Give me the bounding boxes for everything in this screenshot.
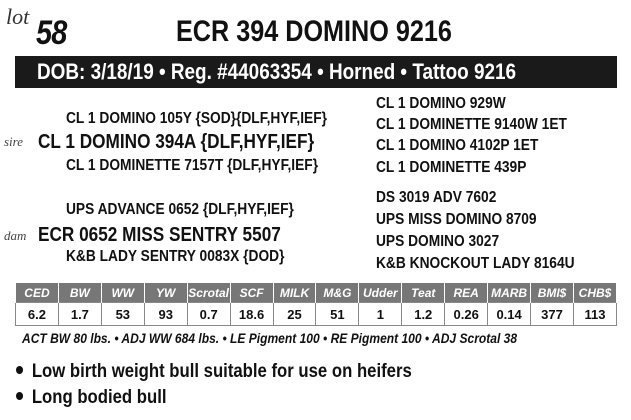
- epd-header-yw: YW: [144, 283, 187, 303]
- epd-header-bw: BW: [58, 283, 101, 303]
- pedigree-sire-sire: CL 1 DOMINO 105Y {SOD}{DLF,HYF,IEF}: [66, 110, 327, 127]
- epd-header-bmi: BMI$: [531, 283, 574, 303]
- epd-value-mg: 51: [316, 303, 359, 326]
- epd-header-ced: CED: [16, 283, 59, 303]
- pedigree-sire-dam: CL 1 DOMINETTE 7157T {DLF,HYF,IEF}: [66, 157, 319, 174]
- pedigree-right-5: DS 3019 ADV 7602: [376, 189, 497, 206]
- epd-value-bmi: 377: [531, 303, 574, 326]
- note-text: Long bodied bull: [31, 387, 167, 408]
- pedigree-dam-dam: K&B LADY SENTRY 0083X {DOD}: [66, 248, 285, 265]
- info-bar-text: DOB: 3/18/19 • Reg. #44063354 • Horned • Tattoo 9216: [37, 59, 517, 84]
- pedigree-right-3: CL 1 DOMINO 4102P 1ET: [376, 137, 539, 154]
- epd-header-row: [16, 283, 617, 303]
- epd-header-udder: Udder: [359, 283, 402, 303]
- pedigree-right-6: UPS MISS DOMINO 8709: [376, 211, 537, 228]
- epd-header-ww: WW: [101, 283, 144, 303]
- epd-value-bw: 1.7: [58, 303, 101, 326]
- epd-header-scrotal: Scrotal: [187, 283, 230, 303]
- epd-value-teat: 1.2: [402, 303, 445, 326]
- epd-value-udder: 1: [359, 303, 402, 326]
- epd-value-milk: 25: [273, 303, 316, 326]
- epd-table: [15, 283, 617, 326]
- animal-name: ECR 394 DOMINO 9216: [176, 15, 452, 48]
- epd-value-marb: 0.14: [488, 303, 531, 326]
- epd-header-scf: SCF: [230, 283, 273, 303]
- pedigree-right-2: CL 1 DOMINETTE 9140W 1ET: [376, 116, 567, 133]
- epd-header-rea: REA: [445, 283, 488, 303]
- lot-label: lot: [6, 4, 30, 29]
- pedigree-dam-sire: UPS ADVANCE 0652 {DLF,HYF,IEF}: [66, 201, 294, 218]
- epd-value-row: [16, 303, 617, 326]
- epd-value-chb: 113: [573, 303, 616, 326]
- epd-value-ww: 53: [101, 303, 144, 326]
- epd-header-milk: MILK: [273, 283, 316, 303]
- bullet-icon: [16, 366, 23, 374]
- pedigree-right-4: CL 1 DOMINETTE 439P: [376, 159, 527, 176]
- epd-value-rea: 0.26: [445, 303, 488, 326]
- pedigree-right-1: CL 1 DOMINO 929W: [376, 95, 506, 112]
- bullet-icon: [16, 392, 23, 400]
- epd-value-yw: 93: [144, 303, 187, 326]
- lot-number: 58: [36, 14, 67, 52]
- dam-label: dam: [4, 228, 27, 243]
- epd-header-marb: MARB: [488, 283, 531, 303]
- epd-header-teat: Teat: [402, 283, 445, 303]
- epd-header-chb: CHB$: [573, 283, 616, 303]
- pedigree-sire: CL 1 DOMINO 394A {DLF,HYF,IEF}: [38, 131, 315, 153]
- adjusted-measurements: ACT BW 80 lbs. • ADJ WW 684 lbs. • LE Pigment 100 • RE Pigment 100 • ADJ Scrotal 38: [22, 330, 518, 346]
- epd-value-ced: 6.2: [16, 303, 59, 326]
- pedigree-dam: ECR 0652 MISS SENTRY 5507: [38, 224, 281, 246]
- epd-value-scrotal: 0.7: [187, 303, 230, 326]
- note-item: [16, 361, 412, 383]
- pedigree-right-7: UPS DOMINO 3027: [376, 233, 500, 250]
- epd-header-mg: M&G: [316, 283, 359, 303]
- note-item: [16, 387, 167, 409]
- note-text: Low birth weight bull suitable for use on heifers: [31, 361, 412, 382]
- sire-label: sire: [4, 134, 24, 149]
- epd-value-scf: 18.6: [230, 303, 273, 326]
- pedigree-right-8: K&B KNOCKOUT LADY 8164U: [376, 255, 575, 272]
